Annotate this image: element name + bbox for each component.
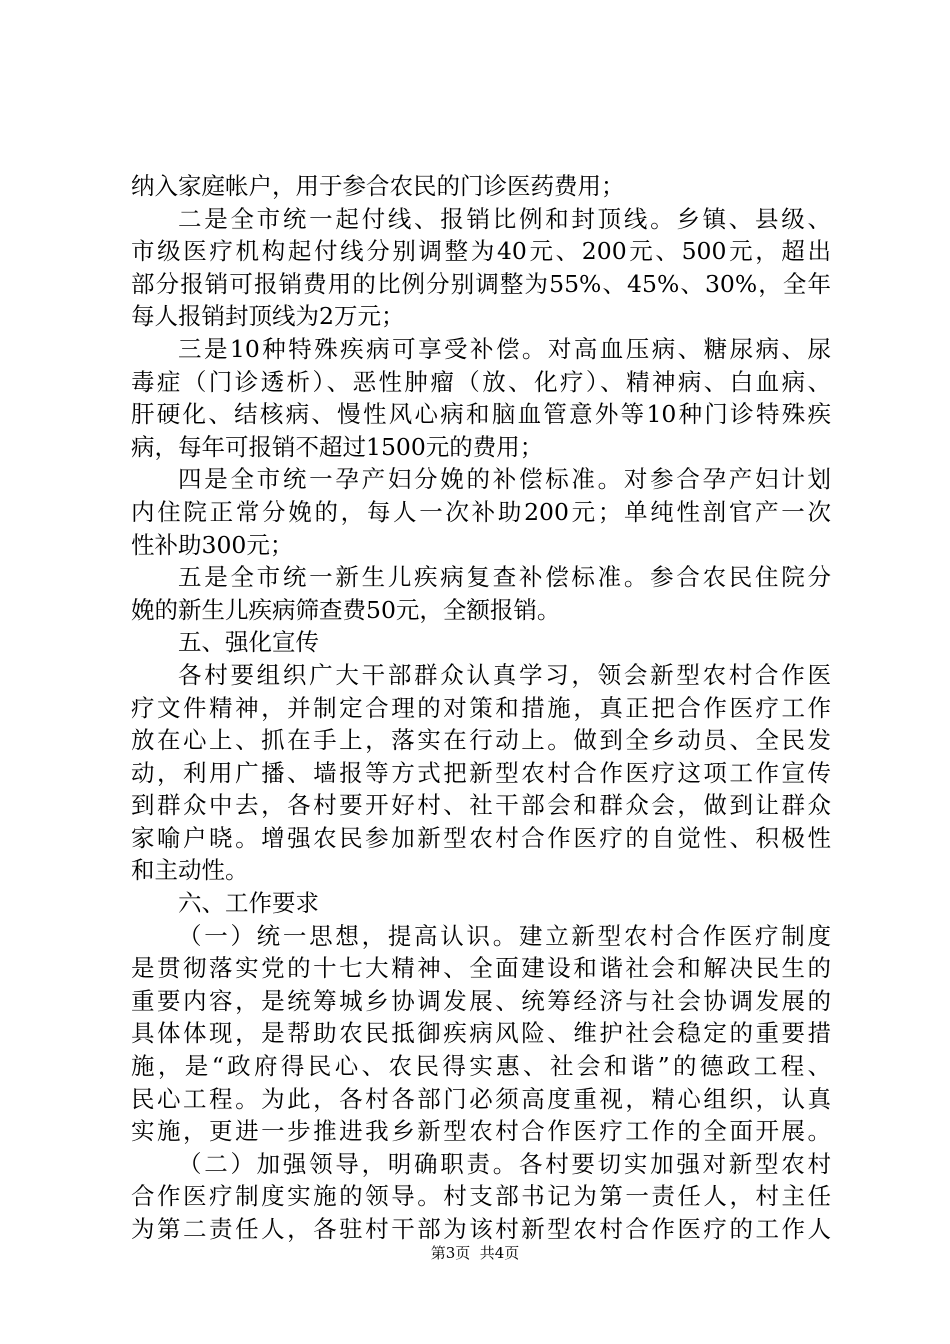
text-line: 市级医疗机构起付线分别调整为40元、200元、500元，超出 [131,237,831,266]
text-line: （二）加强领导，明确职责。各村要切实加强对新型农村 [178,1149,831,1178]
text-line: 实施，更进一步推进我乡新型农村合作医疗工作的全面开展。 [131,1117,831,1146]
text-line: 各村要组织广大干部群众认真学习，领会新型农村合作医 [178,660,831,689]
page-number-label: 第3页 共4页 [430,1244,520,1262]
text-line: 到群众中去，各村要开好村、社干部会和群众会，做到让群众 [131,791,831,820]
text-line: 四是全市统一孕产妇分娩的补偿标准。对参合孕产妇计划 [178,465,831,494]
text-line: 三是10种特殊疾病可享受补偿。对高血压病、糖尿病、尿 [178,334,831,363]
page-footer [0,1243,950,1263]
text-line: 五、强化宣传 [178,628,319,657]
text-line: 部分报销可报销费用的比例分别调整为55%、45%、30%，全年 [131,269,831,298]
text-line: 放在心上、抓在手上，落实在行动上。做到全乡动员、全民发 [131,726,831,755]
text-line: 肝硬化、结核病、慢性风心病和脑血管意外等10种门诊特殊疾 [131,400,831,429]
text-line: 具体体现，是帮助农民抵御疾病风险、维护社会稳定的重要措 [131,1019,831,1048]
text-line: 是贯彻落实党的十七大精神、全面建设和谐社会和解决民生的 [131,954,831,983]
text-line: 病，每年可报销不超过1500元的费用； [131,432,544,461]
text-line: 五是全市统一新生儿疾病复查补偿标准。参合农民住院分 [178,563,831,592]
text-line: 内住院正常分娩的，每人一次补助200元；单纯性剖官产一次 [131,497,831,526]
text-line: 二是全市统一起付线、报销比例和封顶线。乡镇、县级、 [178,204,831,233]
text-line: 和主动性。 [131,856,249,885]
text-line: 施，是“政府得民心、农民得实惠、社会和谐”的德政工程、 [131,1052,831,1081]
text-line: 娩的新生儿疾病筛查费50元，全额报销。 [131,595,561,624]
text-line: （一）统一思想，提高认识。建立新型农村合作医疗制度 [178,921,831,950]
text-line: 六、工作要求 [178,889,319,918]
text-line: 合作医疗制度实施的领导。村支部书记为第一责任人，村主任 [131,1182,831,1211]
text-line: 疗文件精神，并制定合理的对策和措施，真正把合作医疗工作 [131,693,831,722]
text-line: 性补助300元； [131,530,294,559]
document-body [131,170,831,1246]
text-line: 毒症（门诊透析）、恶性肿瘤（放、化疗）、精神病、白血病、 [131,367,831,396]
text-line: 家喻户晓。增强农民参加新型农村合作医疗的自觉性、积极性 [131,823,831,852]
text-line: 重要内容，是统筹城乡协调发展、统筹经济与社会协调发展的 [131,986,831,1015]
text-line: 纳入家庭帐户，用于参合农民的门诊医药费用； [131,172,625,200]
text-line: 民心工程。为此，各村各部门必须高度重视，精心组织，认真 [131,1084,831,1113]
text-line: 为第二责任人，各驻村干部为该村新型农村合作医疗的工作人 [131,1215,831,1243]
text-line: 每人报销封顶线为2万元； [131,302,405,331]
text-line: 动，利用广播、墙报等方式把新型农村合作医疗这项工作宣传 [131,758,831,787]
